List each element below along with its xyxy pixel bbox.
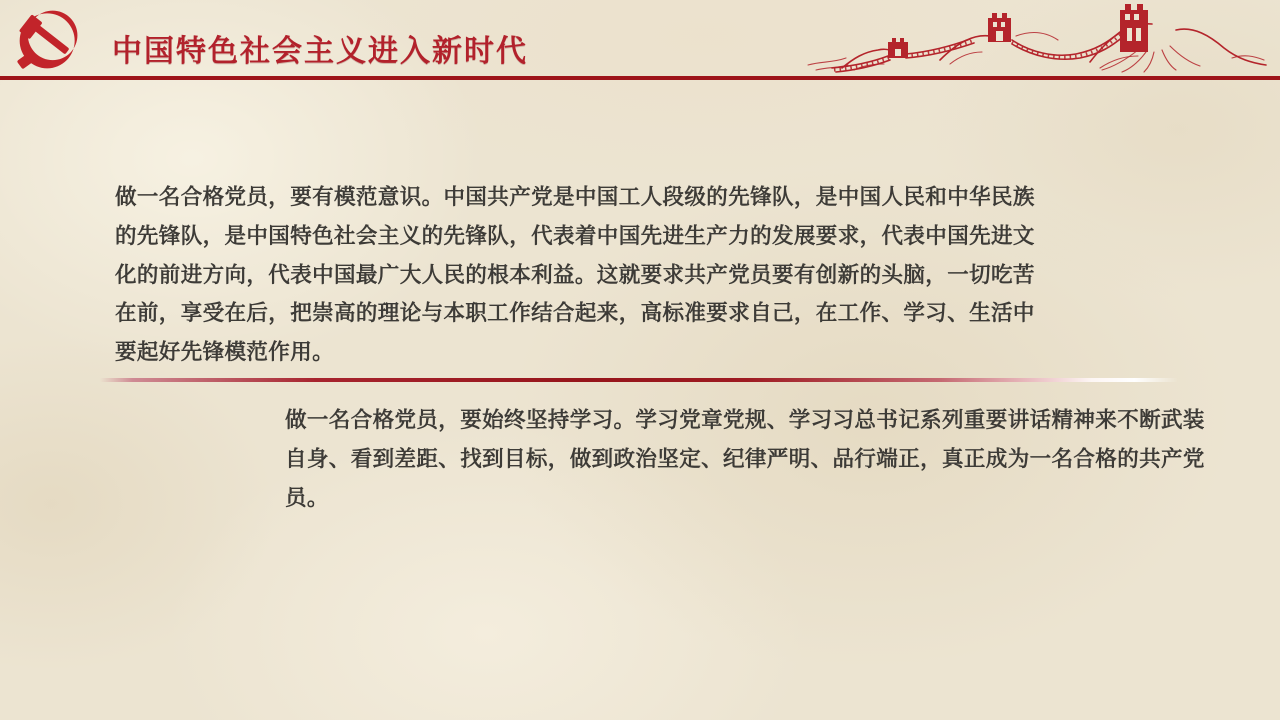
section-divider-line — [100, 378, 1178, 382]
text-line: 的先锋队，是中国特色社会主义的先锋队，代表着中国先进生产力的发展要求，代表中国先进文 — [115, 223, 1035, 249]
slide-title: 中国特色社会主义进入新时代 — [112, 34, 528, 69]
slide-header — [0, 0, 1280, 80]
text-line: 员。 — [285, 485, 329, 511]
text-line: 在前，享受在后，把崇高的理论与本职工作结合起来，高标准要求自己，在工作、学习、生活中 — [115, 301, 1035, 327]
text-line: 做一名合格党员，要有模范意识。中国共产党是中国工人段级的先锋队，是中国人民和中华民族 — [115, 185, 1035, 210]
paragraph-keep-learning — [285, 402, 1205, 518]
text-line: 自身、看到差距、找到目标，做到政治坚定、纪律严明、品行端正，真正成为一名合格的共产党 — [285, 446, 1205, 472]
hammer-and-sickle-icon — [16, 6, 82, 72]
text-line: 化的前进方向，代表中国最广大人民的根本利益。这就要求共产党员要有创新的头脑，一切吃苦 — [115, 262, 1035, 288]
header-divider-line — [0, 76, 1280, 80]
text-line: 做一名合格党员，要始终坚持学习。学习党章党规、学习习总书记系列重要讲话精神来不断武装 — [285, 408, 1205, 433]
paragraph-model-awareness — [115, 179, 1035, 373]
text-line: 要起好先锋模范作用。 — [115, 340, 335, 366]
great-wall-illustration — [802, 2, 1272, 74]
